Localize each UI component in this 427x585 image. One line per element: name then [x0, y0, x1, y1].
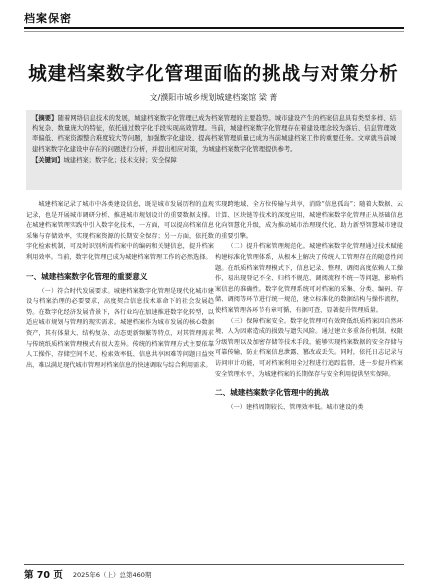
abstract-label: 【摘要】 [32, 115, 58, 122]
footer-rule [24, 564, 404, 565]
section-heading: 一、城建档案数字化管理的重要意义 [26, 271, 148, 281]
keywords-text: 城建档案；数字化；技术支持；安全保障 [63, 156, 177, 164]
abstract-box [26, 110, 402, 190]
section-tag: 档案保密 [24, 12, 72, 25]
body-paragraph: 城建档案记录了城市中各类建设信息，既是城市发展历程的直观记录，也是开展城市调研分析、推进城市规划设计的重要数据支撑。在城建档案管理实践中引入数字化技术，一方面，可以提高档案信息采集与存储效率，实现档案资源的长期安全保存；另一方面，依托数字化检索机制，可及时识别所需档案中的编码和关键信息，提升档案利用效率。当前，数字化管理已成为城建档案管理工作的必然选择。 [26, 201, 214, 261]
section-heading: 二、城建档案数字化管理中的挑战 [215, 388, 329, 398]
body-paragraph: （三）保障档案安全。数字化管理可有效降低纸质档案因自然环境、人为因素造成的损毁与遗失风险。通过建立多重备份机制、权限分级管理以及加密存储等技术手段，能够实现档案数据的安全存储与可靠传输，防止档案信息泄露、篡改或丢失。同时，依托日志记录与访问审计功能，可对档案利用全过程进行追踪监督，进一步提升档案安全管理水平，为城建档案的长期保存与安全利用提供坚实保障。 [215, 317, 403, 378]
issue-info: 2025年6（上）总第460期 [72, 570, 152, 579]
page-number: 第 70 页 [24, 570, 63, 581]
abstract-paragraph [32, 114, 396, 155]
abstract-text: 随着网络信息技术的发展，城建档案数字化管理已成为档案管理的主要趋势。城市建设产生的档案信息具有类型多样、结构复杂、数量庞大的特征，依托通过数字化手段实现高效管理。当前，城建档案数字化管理存在着建设理念较为落后、信息管理效率偏低、档案资源整合难度较大等问题，加强数字化建设、提高档案管理质量已成为当前城建档案工作的重要任务。文章就当前城建档案数字化建设中存在的问题进行分析，并提出相应对策，为城建档案数字化管理提供参考。 [32, 115, 397, 153]
keywords-label: 【关键词】 [32, 156, 64, 164]
top-rule-thin [24, 31, 404, 32]
body-paragraph: （二）提升档案管理规范化。城建档案数字化管理通过技术赋能构建标准化管理体系，从根本上解决了传统人工管理存在的随意性问题。在纸质档案管理模式下，信息记录、整理、调阅高度依赖人工操作，易出现登记不全、归档不规范、调阅流程不统一等问题，影响档案信息的准确性。数字化管理系统可对档案的采集、分类、编码、存储、调阅等环节进行统一规范，建立标准化的数据结构与操作流程，使档案管理各环节有章可循、有据可查，显著提升管理质量。 [215, 243, 403, 314]
article-title: 城建档案数字化管理面临的挑战与对策分析 [28, 64, 399, 85]
author-line: 文/濮阳市城乡规划城建档案馆 梁 菁 [149, 93, 278, 102]
body-paragraph: （一）符合时代发展要求。城建档案数字化管理是现代化城市建设与档案治理的必要要求，高度契合信息技术革命下的社会发展趋势。在数字化经济发展背景下，各行业均在加速推进数字化转型，以适应城市规划与管理的现实需求。城建档案作为城市发展的核心数据资产，其有体量大、结构复杂、动态更新频繁等特点，对其管理需求与传统纸质档案管理模式有很大差异。传统的档案管理方式主要依靠人工操作，存储空间不足、检索效率低、信息共享困难等问题日益突出，难以满足现代城市管理对档案信息的快速调取与综合利用需求。 [26, 287, 214, 369]
left-column [26, 200, 214, 371]
right-column [215, 200, 403, 414]
keywords-line [32, 156, 396, 166]
body-paragraph: 实现跨地域、全方位传输与共享，消除“信息孤岛”；随着大数据、云计算、区块链等技术的深度应用，城建档案数字化管理正从基础信息化向智慧化升级，成为推动城市治理现代化、助力新型智慧城市建设的重要引擎。 [215, 201, 403, 240]
body-paragraph: （一）建档周期较长、管理效率低。城市建设的类 [227, 404, 364, 412]
page-footer [24, 567, 404, 581]
top-rule [24, 27, 404, 29]
